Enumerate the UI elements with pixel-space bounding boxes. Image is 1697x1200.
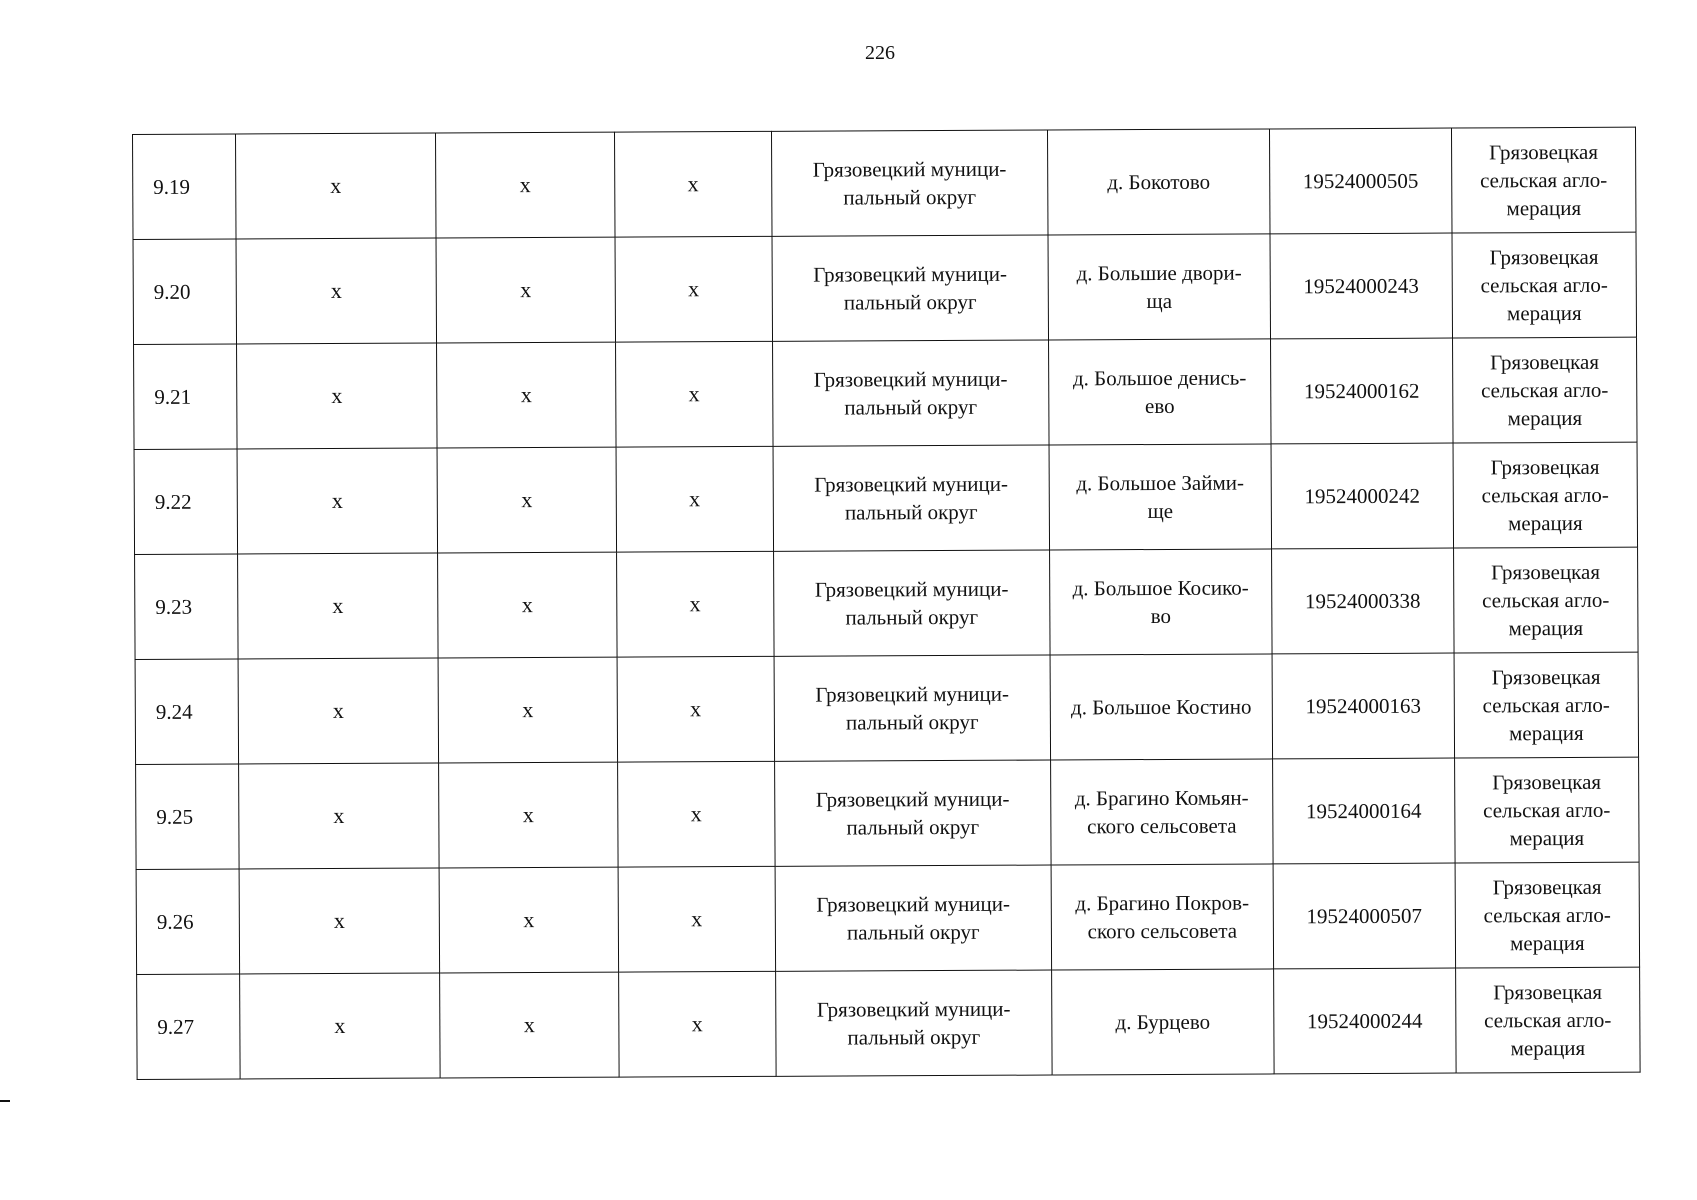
- agglomeration-cell: Грязовецкая сельская агло- мерация: [1454, 757, 1639, 863]
- agglomeration-cell: Грязовецкая сельская агло- мерация: [1454, 652, 1639, 758]
- district-cell: Грязовецкий муници- пальный округ: [772, 235, 1049, 341]
- x-cell: x: [618, 866, 776, 972]
- oktmo-code-cell: 19524000338: [1271, 548, 1453, 654]
- locality-cell: д. Большое Косико- во: [1049, 549, 1271, 655]
- district-cell: Грязовецкий муници- пальный округ: [775, 865, 1052, 971]
- district-cell: Грязовецкий муници- пальный округ: [774, 655, 1051, 761]
- x-cell: x: [436, 237, 615, 343]
- x-cell: x: [616, 446, 774, 552]
- x-cell: x: [615, 341, 773, 447]
- locality-cell: д. Брагино Покров- ского сельсовета: [1051, 864, 1273, 970]
- table-body: [133, 127, 1641, 1079]
- district-cell: Грязовецкий муници- пальный округ: [771, 130, 1048, 236]
- row-number-cell: 9.25: [136, 764, 239, 870]
- agglomeration-cell: Грязовецкая сельская агло- мерация: [1452, 232, 1637, 338]
- row-number-cell: 9.26: [136, 869, 239, 975]
- x-cell: x: [436, 132, 615, 238]
- row-number-cell: 9.21: [134, 344, 237, 450]
- x-cell: x: [438, 552, 617, 658]
- district-cell: Грязовецкий муници- пальный округ: [773, 550, 1050, 656]
- x-cell: x: [618, 971, 776, 1077]
- table-row: [133, 232, 1636, 344]
- x-cell: x: [616, 551, 774, 657]
- row-number-cell: 9.22: [134, 449, 237, 555]
- agglomeration-cell: Грязовецкая сельская агло- мерация: [1453, 442, 1638, 548]
- district-cell: Грязовецкий муници- пальный округ: [772, 340, 1049, 446]
- agglomeration-cell: Грязовецкая сельская агло- мерация: [1455, 967, 1640, 1073]
- locality-cell: д. Большое денись- ево: [1048, 339, 1270, 445]
- oktmo-code-cell: 19524000505: [1269, 128, 1451, 234]
- row-number-cell: 9.24: [135, 659, 238, 765]
- table-row: [136, 862, 1639, 974]
- locality-cell: д. Большое Займи- ще: [1049, 444, 1271, 550]
- x-cell: x: [614, 131, 772, 237]
- x-cell: x: [617, 656, 775, 762]
- x-cell: x: [440, 972, 619, 1078]
- oktmo-code-cell: 19524000242: [1271, 443, 1453, 549]
- x-cell: x: [237, 553, 438, 659]
- x-cell: x: [237, 448, 438, 554]
- locality-cell: д. Большие двори- ща: [1048, 234, 1270, 340]
- row-number-cell: 9.20: [133, 239, 236, 345]
- locality-cell: д. Брагино Комьян- ского сельсовета: [1051, 759, 1273, 865]
- table-row: [135, 547, 1638, 659]
- x-cell: x: [617, 761, 775, 867]
- row-number-cell: 9.27: [137, 974, 240, 1080]
- x-cell: x: [615, 236, 773, 342]
- x-cell: x: [438, 657, 617, 763]
- x-cell: x: [238, 763, 439, 869]
- locality-cell: д. Большое Костино: [1050, 654, 1272, 760]
- agglomeration-cell: Грязовецкая сельская агло- мерация: [1451, 127, 1636, 233]
- x-cell: x: [437, 342, 616, 448]
- row-number-cell: 9.19: [133, 134, 236, 240]
- agglomeration-cell: Грязовецкая сельская агло- мерация: [1452, 337, 1637, 443]
- oktmo-code-cell: 19524000244: [1274, 968, 1456, 1074]
- oktmo-code-cell: 19524000243: [1270, 233, 1452, 339]
- locality-cell: д. Бокотово: [1047, 129, 1269, 235]
- x-cell: x: [439, 762, 618, 868]
- table-row: [133, 127, 1636, 239]
- table-row: [134, 337, 1637, 449]
- district-cell: Грязовецкий муници- пальный округ: [773, 445, 1050, 551]
- x-cell: x: [437, 447, 616, 553]
- table-row: [135, 652, 1638, 764]
- district-cell: Грязовецкий муници- пальный округ: [775, 970, 1052, 1076]
- locality-cell: д. Бурцево: [1052, 969, 1274, 1075]
- oktmo-code-cell: 19524000163: [1272, 653, 1454, 759]
- x-cell: x: [235, 133, 436, 239]
- x-cell: x: [236, 343, 437, 449]
- x-cell: x: [236, 238, 437, 344]
- oktmo-code-cell: 19524000162: [1270, 338, 1452, 444]
- x-cell: x: [239, 868, 440, 974]
- table-row: [134, 442, 1637, 554]
- row-number-cell: 9.23: [135, 554, 238, 660]
- oktmo-code-cell: 19524000164: [1273, 758, 1455, 864]
- agglomeration-cell: Грязовецкая сельская агло- мерация: [1455, 862, 1640, 968]
- district-cell: Грязовецкий муници- пальный округ: [774, 760, 1051, 866]
- margin-mark: [0, 1100, 10, 1102]
- x-cell: x: [238, 658, 439, 764]
- page-number: 226: [865, 42, 895, 64]
- oktmo-code-cell: 19524000507: [1273, 863, 1455, 969]
- table-row: [136, 757, 1639, 869]
- table-row: [137, 967, 1640, 1079]
- x-cell: x: [239, 973, 440, 1079]
- x-cell: x: [439, 867, 618, 973]
- agglomeration-cell: Грязовецкая сельская агло- мерация: [1453, 547, 1638, 653]
- settlements-table: [132, 127, 1641, 1080]
